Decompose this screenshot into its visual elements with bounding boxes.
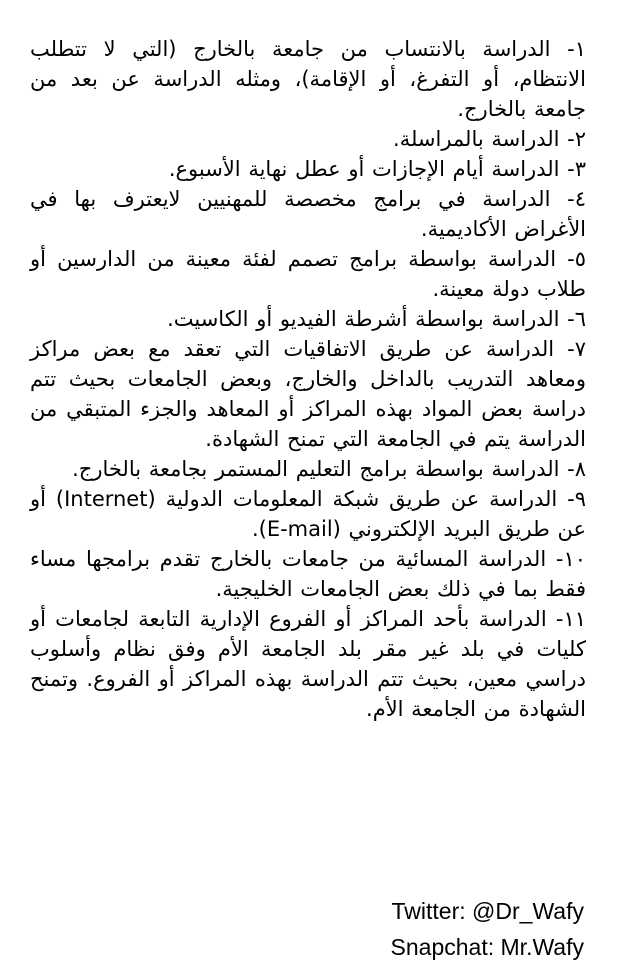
study-types-list [30,34,586,724]
list-item-8: ٨- الدراسة بواسطة برامج التعليم المستمر بجامعة بالخارج. [72,457,586,481]
list-item-3: ٣- الدراسة أيام الإجازات أو عطل نهاية الأسبوع. [168,157,586,181]
list-item-9: ٩- الدراسة عن طريق شبكة المعلومات الدولية (Internet) أو عن طريق البريد الإلكتروني (E-mail). [30,487,586,541]
twitter-handle: Twitter: @Dr_Wafy [391,898,584,924]
social-footer [391,893,584,965]
list-item-7: ٧- الدراسة عن طريق الاتفاقيات التي تعقد مع بعض مراكز ومعاهد التدريب بالداخل والخارج، وبعض الجامعات بحيث تتم دراسة بعض المواد بهذه المراكز أو المعاهد والجزء المتبقي من الدراسة يتم في الجامعة التي تمنح الشهادة. [30,337,586,451]
list-item-2: ٢- الدراسة بالمراسلة. [393,127,586,151]
list-item-10: ١٠- الدراسة المسائية من جامعات بالخارج تقدم برامجها مساء فقط بما في ذلك بعض الجامعات الخليجية. [30,547,586,601]
list-item-6: ٦- الدراسة بواسطة أشرطة الفيديو أو الكاسيت. [167,307,586,331]
snapchat-handle: Snapchat: Mr.Wafy [390,934,584,960]
list-item-5: ٥- الدراسة بواسطة برامج تصمم لفئة معينة من الدارسين أو طلاب دولة معينة. [30,247,586,301]
list-item-1: ١- الدراسة بالانتساب من جامعة بالخارج (التي لا تتطلب الانتظام، أو التفرغ، أو الإقامة)، ومثله الدراسة عن بعد من جامعة بالخارج. [30,37,586,121]
list-item-11: ١١- الدراسة بأحد المراكز أو الفروع الإدارية التابعة لجامعات أو كليات في بلد غير مقر بلد الجامعة الأم وفق نظام وأسلوب دراسي معين، بحيث تتم الدراسة بهذه المراكز أو الفروع. وتمنح الشهادة من الجامعة الأم. [30,607,586,721]
list-item-4: ٤- الدراسة في برامج مخصصة للمهنيين لايعترف بها في الأغراض الأكاديمية. [30,187,586,241]
